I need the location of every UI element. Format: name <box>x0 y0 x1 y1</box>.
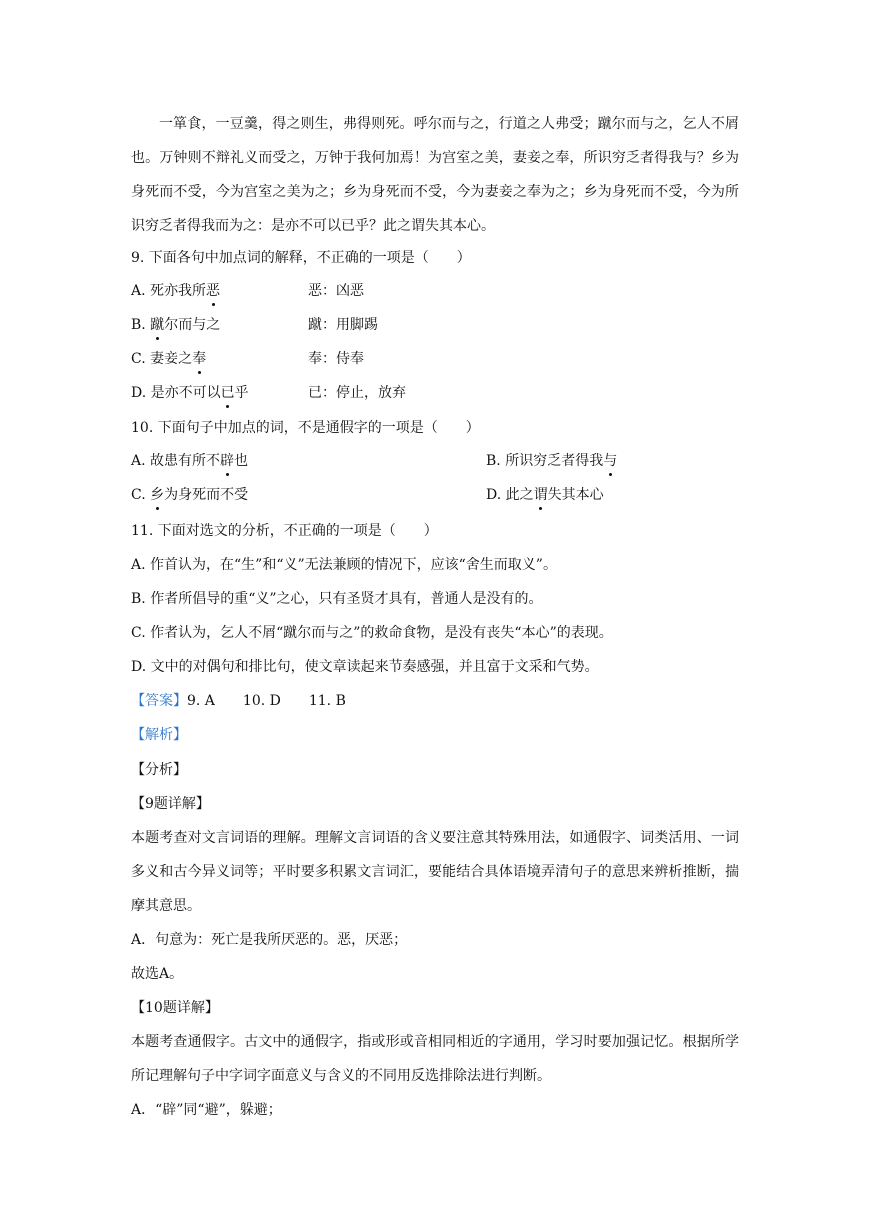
q9-detail-line-a: A．句意为：死亡是我所厌恶的。恶，厌恶； <box>131 932 408 948</box>
q9-option-a <box>131 281 220 301</box>
q10-option-b <box>486 451 617 471</box>
q10-option-c-pre: C. <box>131 487 151 503</box>
q10-option-d-dotted: 谓 <box>533 487 548 503</box>
q11-option-b: B. 作者所倡导的重“义”之心，只有圣贤才具有，普通人是没有的。 <box>131 591 543 607</box>
q9-option-a-pre: A. 死亦我所 <box>131 283 207 299</box>
q11-option-a: A. 作首认为，在“生”和“义”无法兼顾的情况下，应该“舍生而取义”。 <box>131 557 557 573</box>
q10-detail-line-a: A．“辟”同“避”，躲避； <box>131 1102 282 1118</box>
q10-option-a-post: 也 <box>234 453 249 469</box>
q10-option-a-pre: A. 故患有所不 <box>131 453 221 469</box>
q9-option-d-dotted: 已 <box>220 385 235 401</box>
q9-option-d <box>131 383 249 403</box>
answer-label: 【答案】 <box>131 693 187 709</box>
passage-text: 一箪食，一豆羹，得之则生，弗得则死。呼尔而与之，行道之人弗受；蹴尔而与之，乞人不屑也。万钟则不辩礼义而受之，万钟于我何加焉！为宫室之美，妻妾之奉，所识穷乏者得我与？乡为身死而不受，今为宫室之美为之；乡为身死而不受，今为妻妾之奉为之；乡为身死而不受，今为所识穷乏者得我而为之：是亦不可以已乎？此之谓失其本心。 <box>131 116 739 234</box>
q9-option-a-dotted: 恶 <box>206 283 221 299</box>
fenxi-label: 【分析】 <box>131 762 187 778</box>
q9-detail-body: 本题考查对文言词语的理解。理解文言词语的含义要注意其特殊用法，如通假字、词类活用、一词多义和古今异义词等；平时要多积累文言词汇，要能结合具体语境弄清句子的意思来辨析推断，揣摩其意思。 <box>131 830 739 914</box>
q10-option-a <box>131 451 248 471</box>
q10-detail-body: 本题考查通假字。古文中的通假字，指或形或音相同相近的字通用，学习时要加强记忆。根据所学所记理解句子中字词字面意义与含义的不同用反选排除法进行判断。 <box>131 1034 739 1084</box>
q9-detail-title: 【9题详解】 <box>131 796 210 812</box>
q9-option-c-explain: 奉：侍奉 <box>308 351 364 367</box>
q9-option-d-post: 乎 <box>234 385 249 401</box>
q9-detail-conclusion: 故选A。 <box>131 966 184 982</box>
answer-text: 9. A 10. D 11. B <box>187 693 346 709</box>
q9-option-c-pre: C. 妻妾之 <box>131 351 193 367</box>
q9-option-c-dotted: 奉 <box>192 351 207 367</box>
answer-line <box>131 691 346 711</box>
analysis-label: 【解析】 <box>131 727 187 743</box>
q9-option-b <box>131 315 220 335</box>
q11-option-d: D. 文中的对偶句和排比句，使文章读起来节奏感强，并且富于文采和气势。 <box>131 659 599 675</box>
q9-option-a-explain: 恶：凶恶 <box>308 283 364 299</box>
q10-option-c <box>131 485 248 505</box>
q9-option-d-pre: D. 是亦不可以 <box>131 385 221 401</box>
q9-option-b-post: 尔而与之 <box>164 317 221 333</box>
q9-option-b-explain: 蹴：用脚踢 <box>308 317 378 333</box>
q10-option-d-post: 失其本心 <box>547 487 604 503</box>
q11-stem: 11. 下面对选文的分析，不正确的一项是（ ） <box>131 523 438 539</box>
q9-option-d-explain: 已：停止，放弃 <box>308 385 406 401</box>
q10-option-c-post: 为身死而不受 <box>164 487 249 503</box>
q9-option-b-pre: B. <box>131 317 151 333</box>
q10-detail-title: 【10题详解】 <box>131 1000 219 1016</box>
q10-option-a-dotted: 辟 <box>220 453 235 469</box>
q10-option-d <box>486 485 604 505</box>
q9-option-c <box>131 349 206 369</box>
q9-stem: 9. 下面各句中加点词的解释，不正确的一项是（ ） <box>131 250 471 266</box>
q10-stem: 10. 下面句子中加点的词，不是通假字的一项是（ ） <box>131 420 480 436</box>
q10-option-c-dotted: 乡 <box>150 487 165 503</box>
q10-option-b-dotted: 与 <box>603 453 618 469</box>
q10-option-d-pre: D. 此之 <box>486 487 534 503</box>
q10-option-b-pre: B. 所识穷乏者得我 <box>486 453 604 469</box>
q9-option-b-dotted: 蹴 <box>150 317 165 333</box>
q11-option-c: C. 作者认为，乞人不屑“蹴尔而与之”的救命食物，是没有丧失“本心”的表现。 <box>131 625 613 641</box>
